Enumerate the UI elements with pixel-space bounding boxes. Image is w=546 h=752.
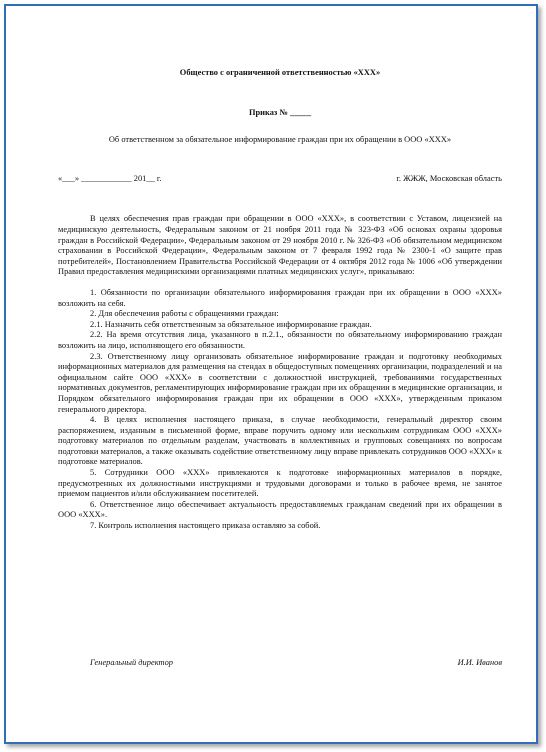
date-place-row: [58, 174, 502, 184]
order-items: [58, 288, 502, 532]
order-title: Приказ № _____: [248, 108, 312, 118]
document-page: [58, 58, 502, 667]
signature-role: Генеральный директор: [90, 658, 174, 667]
order-item: 4. В целях исполнения настоящего приказа, в случае необходимости, генеральный директор своим распоряжением, изданным в письменной форме, вправе поручить одному или нескольким сотрудникам ООО «ХХХ» подготовку материалов по отдельным разделам, участвовать в коллективных и групповых совещаниях по вопросам подготовки материалов, а также оказывать содействие ответственному лицу вправе привлекать сотрудников ООО «ХХХ» к подготовке материалов.: [58, 415, 502, 467]
order-item: 5. Сотрудники ООО «ХХХ» привлекаются к подготовке информационных материалов в порядке, предусмотренных их должностными инструкциями и трудовыми договорами и только в рабочее время, не занятое приемом пациентов и/или обслуживанием посетителей.: [58, 468, 502, 499]
org-title: Общество с ограниченной ответственностью «ХХХ»: [179, 68, 381, 77]
order-place: г. ЖЖЖ, Московская область: [396, 174, 502, 184]
order-item: 2.2. На время отсутствия лица, указанного в п.2.1., обязанности по обязательному информированию граждан возложить на лицо, исполняющего его обязанности.: [58, 330, 502, 350]
signature-name: И.И. Иванов: [457, 658, 502, 667]
signature-block: [90, 658, 502, 668]
order-item: 2. Для обеспечения работы с обращениями граждан:: [90, 309, 279, 319]
order-item: 2.1. Назначить себя ответственным за обязательное информирование граждан.: [90, 319, 372, 329]
order-item: 2.3. Ответственному лицу организовать обязательное информирование граждан и подготовку необходимых информационных материалов для размещения на стендах в общедоступных помещениях организации, подразделений и на официальном сайте ООО «ХХХ» в соответствии с должностной инструкцией, требованиями государственных нормативных документов, регламентирующих информирование граждан при их обращении в медицинские организации, и Порядком обязательного информирования граждан при их обращении в ООО «ХХХ», утвержденным приказом генерального директора.: [58, 351, 502, 414]
order-subject: Об ответственном за обязательное информирование граждан при их обращении в ООО «ХХХ»: [108, 134, 452, 144]
preamble-paragraph: В целях обеспечения прав граждан при обращении в ООО «ХХХ», в соответствии с Уставом, лицензией на медицинскую деятельность, Федеральным законом от 21 ноября 2011 года № 323-ФЗ «Об основах охраны здоровья граждан в Российской Федерации», Федеральным законом от 29 ноября 2010 г. № 326-ФЗ «Об обязательном медицинском страховании в Российской Федерации», Федеральным законом от 7 февраля 1992 года № 2300-1 «О защите прав потребителей», Постановлением Правительства Российской Федерации от 4 октября 2012 года № 1006 «Об утверждении Правил предоставления медицинскими организациями платных медицинских услуг», приказываю:: [58, 214, 502, 277]
order-date: «___» ____________ 201__ г.: [58, 174, 162, 184]
order-item: 6. Ответственное лицо обеспечивает актуальность предоставляемых гражданам сведений при их обращении в ООО «ХХХ».: [58, 499, 502, 520]
order-item: 7. Контроль исполнения настоящего приказа оставляю за собой.: [90, 521, 321, 531]
document-frame: [4, 4, 538, 744]
order-item: 1. Обязанности по организации обязательного информирования граждан при их обращении в ООО «ХХХ» возложить на себя.: [58, 287, 502, 308]
